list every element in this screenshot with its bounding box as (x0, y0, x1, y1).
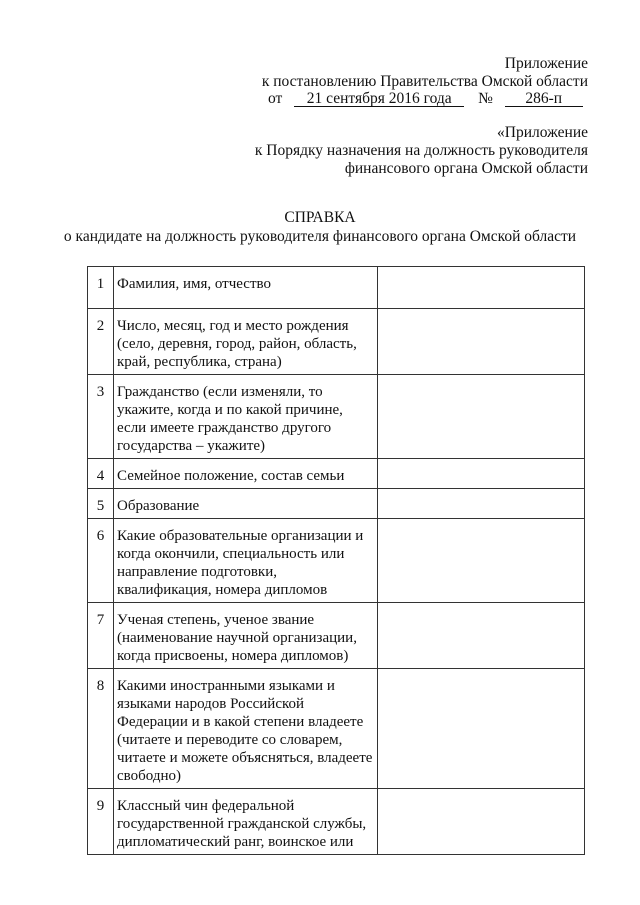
row-label: Классный чин федеральной государственной гражданской службы, дипломатический ранг, воинское или (114, 789, 378, 855)
resolution-date-line (268, 90, 583, 108)
row-label: Фамилия, имя, отчество (114, 267, 378, 309)
row-number: 8 (88, 669, 114, 789)
table-row (88, 267, 585, 309)
row-value-cell[interactable] (378, 669, 585, 789)
table-row (88, 375, 585, 459)
table-row (88, 789, 585, 855)
row-number: 7 (88, 603, 114, 669)
row-label: Ученая степень, ученое звание (наименование научной организации, когда присвоены, номера дипломов) (114, 603, 378, 669)
resolution-date: 21 сентября 2016 года (294, 91, 464, 107)
from-word: от (268, 90, 283, 107)
row-number: 5 (88, 489, 114, 519)
number-sign: № (478, 90, 493, 107)
resolution-number: 286-п (505, 91, 583, 107)
row-label: Семейное положение, состав семьи (114, 459, 378, 489)
appendix-label: Приложение (504, 55, 588, 72)
table-row (88, 489, 585, 519)
row-value-cell[interactable] (378, 375, 585, 459)
row-number: 9 (88, 789, 114, 855)
appendix-header (262, 55, 588, 91)
candidate-info-table (87, 266, 585, 855)
row-number: 6 (88, 519, 114, 603)
row-value-cell[interactable] (378, 459, 585, 489)
procedure-appendix-header (255, 124, 588, 178)
resolution-reference: к постановлению Правительства Омской области (261, 73, 588, 90)
row-label: Какие образовательные организации и когда окончили, специальность или направление подготовки, квалификация, номера дипломов (114, 519, 378, 603)
row-number: 2 (88, 309, 114, 375)
procedure-appendix-label: «Приложение (497, 124, 588, 141)
procedure-line-1: к Порядку назначения на должность руководителя (254, 142, 588, 159)
table-row (88, 459, 585, 489)
table-row (88, 519, 585, 603)
document-title: СПРАВКА (284, 209, 356, 226)
row-value-cell[interactable] (378, 309, 585, 375)
row-label: Число, месяц, год и место рождения (село, деревня, город, район, область, край, республика, страна) (114, 309, 378, 375)
row-value-cell[interactable] (378, 603, 585, 669)
row-value-cell[interactable] (378, 519, 585, 603)
row-number: 1 (88, 267, 114, 309)
row-number: 3 (88, 375, 114, 459)
table-row (88, 309, 585, 375)
row-label: Какими иностранными языками и языками народов Российской Федерации и в какой степени владеете (читаете и переводите со словарем, читаете и можете объясняться, владеете свободно) (114, 669, 378, 789)
row-value-cell[interactable] (378, 789, 585, 855)
table-row (88, 603, 585, 669)
row-value-cell[interactable] (378, 489, 585, 519)
document-subtitle: о кандидате на должность руководителя финансового органа Омской области (63, 228, 577, 245)
row-label: Гражданство (если изменяли, то укажите, когда и по какой причине, если имеете гражданство другого государства – укажите) (114, 375, 378, 459)
row-label: Образование (114, 489, 378, 519)
row-number: 4 (88, 459, 114, 489)
row-value-cell[interactable] (378, 267, 585, 309)
table-row (88, 669, 585, 789)
procedure-line-2: финансового органа Омской области (344, 160, 588, 177)
